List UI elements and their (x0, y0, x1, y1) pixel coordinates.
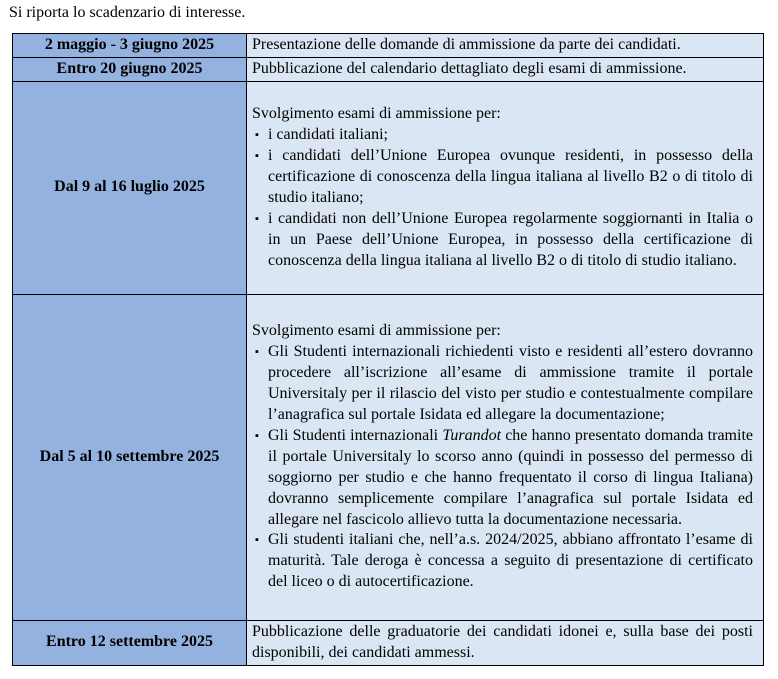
bullet-icon: ▪ (255, 534, 259, 547)
table-row (13, 620, 764, 665)
bullet-icon: ▪ (255, 346, 259, 359)
list-item-text: i candidati dell’Unione Europea ovunque residenti, in possesso della certificazione di conoscenza della lingua italiana al livello B2 o di titolo di studio italiano; (268, 147, 753, 206)
table-row (13, 81, 764, 294)
row-description: Pubblicazione delle graduatorie dei candidati idonei e, sulla base dei posti disponibili, dei candidati ammessi. (247, 620, 764, 665)
list-item-text: Gli Studenti internazionali (268, 426, 443, 444)
row-date: 2 maggio - 3 giugno 2025 (13, 34, 247, 58)
bullet-icon: ▪ (255, 150, 259, 162)
list-item-text: Gli studenti italiani che, nell’a.s. 2024/2025, abbiano affrontato l’esame di maturità. Tale deroga è concessa a seguito di presentazione di certificato del liceo o di autocertificazione. (268, 531, 753, 591)
row-date: Dal 5 al 10 settembre 2025 (13, 294, 247, 620)
list-item (252, 530, 753, 593)
row-date: Entro 12 settembre 2025 (13, 620, 247, 665)
bullet-icon: ▪ (255, 212, 259, 225)
row-description (247, 81, 764, 294)
row-date: Dal 9 al 16 luglio 2025 (13, 81, 247, 294)
turandot-italic-text: Turandot (442, 426, 502, 444)
list-item-text: i candidati non dell’Unione Europea regolarmente soggiornanti in Italia o in un Paese dell’Unione Europea, in possesso della certificazione di conoscenza della lingua italiana al livello B2 o di titolo di studio italiano. (268, 209, 753, 269)
schedule-table (12, 33, 764, 666)
row-date: Entro 20 giugno 2025 (13, 57, 247, 81)
list-item-text: che hanno presentato domanda tramite il portale Universitaly lo scorso anno (quindi in possesso del permesso di soggiorno per studio e che hanno frequentato il corso di lingua Italiana) dovranno semplicemente compilare l’anagrafica sul portale Isidata ed allegare nel fascicolo allievo tutta la documentazione necessaria. (268, 426, 753, 528)
row-description (247, 294, 764, 620)
row-heading: Svolgimento esami di ammissione per: (252, 105, 501, 123)
list-item (252, 209, 753, 272)
table-row (13, 57, 764, 81)
list-item-text: Gli Studenti internazionali richiedenti visto e residenti all’estero dovranno procedere all’iscrizione all’esame di ammissione tramite il portale Universitaly per il rilascio del visto per studio e contestualmente compilare l’anagrafica sul portale Isidata ed allegare la documentazione; (268, 343, 753, 424)
table-row (13, 34, 764, 58)
bullet-list (252, 125, 753, 271)
list-item (252, 146, 753, 209)
bullet-list (252, 342, 753, 593)
row-heading: Svolgimento esami di ammissione per: (252, 322, 501, 340)
list-item (252, 342, 753, 426)
list-item-text: i candidati italiani; (268, 126, 388, 144)
row-description: Pubblicazione del calendario dettagliato degli esami di ammissione. (247, 57, 764, 81)
row-description: Presentazione delle domande di ammissione da parte dei candidati. (247, 34, 764, 58)
bullet-icon: ▪ (255, 129, 259, 142)
list-item (252, 426, 753, 531)
intro-text: Si riporta lo scadenzario di interesse. (9, 4, 246, 21)
table-row (13, 294, 764, 620)
bullet-icon: ▪ (255, 429, 259, 442)
list-item (252, 125, 753, 146)
